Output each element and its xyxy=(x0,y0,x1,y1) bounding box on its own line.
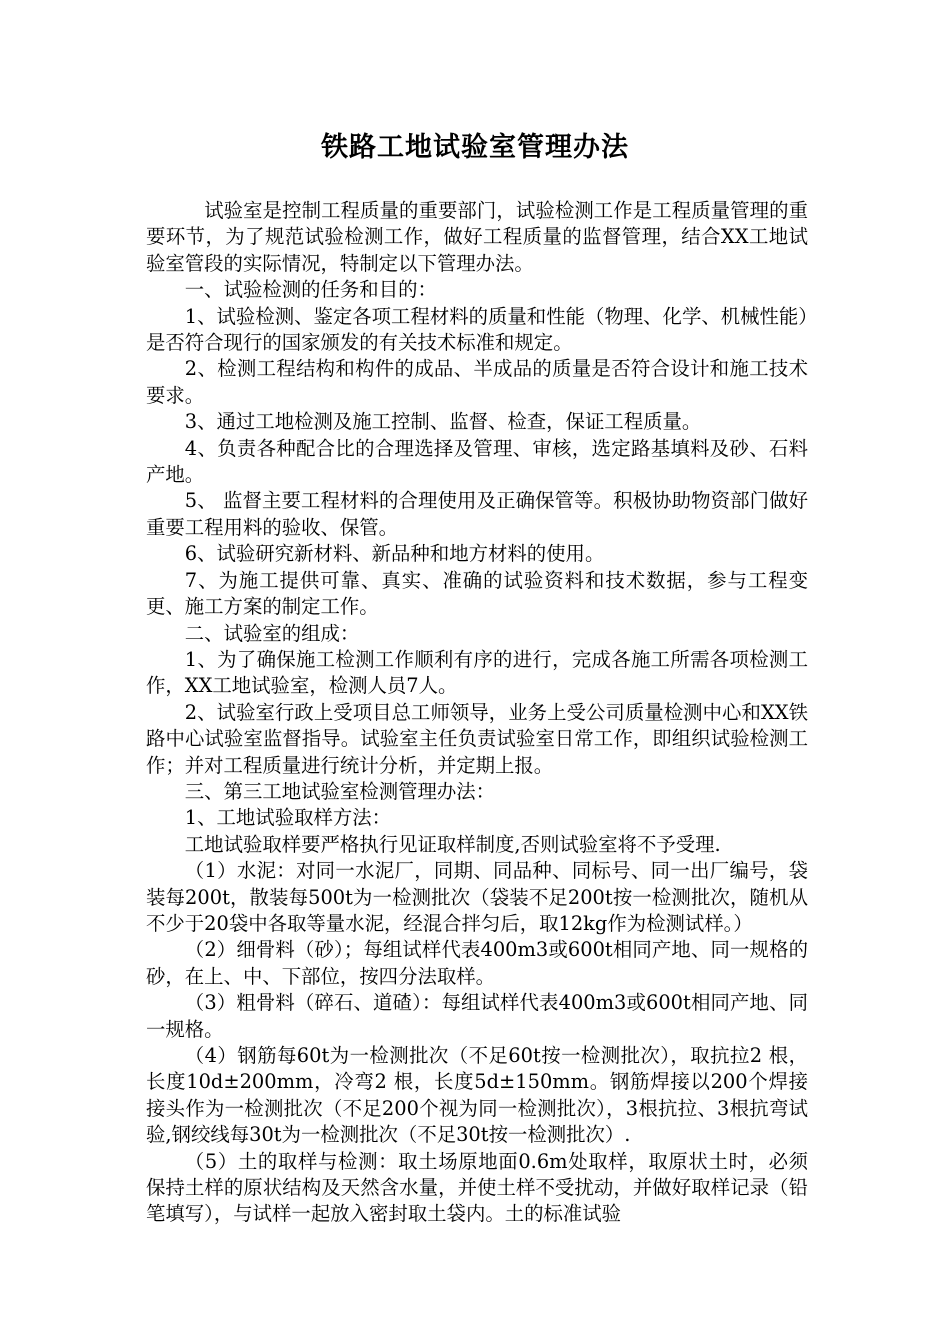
document-title: 铁路工地试验室管理办法 xyxy=(321,132,629,163)
paragraph: 3、通过工地检测及施工控制、监督、检查，保证工程质量。 xyxy=(184,410,702,434)
paragraph: 2、试验室行政上受项目总工师领导，业务上受公司质量检测中心和XX铁路中心试验室监督指导。试验室主任负责试验室日常工作，即组织试验检测工作；并对工程质量进行统计分析，并定期上报。 xyxy=(146,700,808,777)
paragraph: （4）钢筋每60t为一检测批次（不足60t按一检测批次），取抗拉2 根，长度10d±200mm，冷弯2 根，长度5d±150mm。钢筋焊接以200个焊接接头作为一检测批次（不足200个视为同一检测批次），3根抗拉、3根抗弯试验,钢绞线每30t为一检测批次（不足30t按一检测批次）. xyxy=(146,1044,808,1147)
document-body xyxy=(146,198,808,1228)
paragraph: （5）土的取样与检测：取土场原地面0.6m处取样，取原状土时，必须保持土样的原状结构及天然含水量，并使土样不受扰动，并做好取样记录（铅笔填写），与试样一起放入密封取土袋内。土的标准试验 xyxy=(146,1149,808,1226)
paragraph: 4、负责各种配合比的合理选择及管理、审核，选定路基填料及砂、石料产地。 xyxy=(146,436,808,487)
paragraph: 1、为了确保施工检测工作顺利有序的进行，完成各施工所需各项检测工作，XX工地试验室，检测人员7人。 xyxy=(146,647,808,698)
paragraph: （2）细骨料（砂）；每组试样代表400m3或600t相同产地、同一规格的砂，在上、中、下部位，按四分法取样。 xyxy=(146,938,808,988)
paragraph: （3）粗骨料（碎石、道碴）：每组试样代表400m3或600t相同产地、同一规格。 xyxy=(146,991,808,1041)
paragraph: 5、 监督主要工程材料的合理使用及正确保管等。积极协助物资部门做好重要工程用料的验收、保管。 xyxy=(146,489,808,539)
paragraph: 1、试验检测、鉴定各项工程材料的质量和性能（物理、化学、机械性能）是否符合现行的国家颁发的有关技术标准和规定。 xyxy=(146,304,808,355)
paragraph: 工地试验取样要严格执行见证取样制度,否则试验室将不予受理. xyxy=(184,832,721,856)
paragraph-intro: 试验室是控制工程质量的重要部门，试验检测工作是工程质量管理的重要环节，为了规范试验检测工作，做好工程质量的监督管理，结合XX工地试验室管段的实际情况，特制定以下管理办法。 xyxy=(146,199,808,275)
paragraph: （1）水泥：对同一水泥厂，同期、同品种、同标号、同一出厂编号，袋装每200t，散装每500t为一检测批次（袋装不足200t按一检测批次，随机从不少于20袋中各取等量水泥，经混合拌匀后，取12kg作为检测试样。） xyxy=(146,859,808,935)
paragraph: 2、检测工程结构和构件的成品、半成品的质量是否符合设计和施工技术要求。 xyxy=(146,357,808,407)
section-heading-1: 一、试验检测的任务和目的： xyxy=(184,278,437,302)
section-heading-3: 三、第三工地试验室检测管理办法： xyxy=(184,779,496,803)
paragraph: 7、为施工提供可靠、真实、准确的试验资料和技术数据，参与工程变更、施工方案的制定工作。 xyxy=(146,568,808,619)
section-heading-2: 二、试验室的组成： xyxy=(184,621,360,645)
paragraph: 6、试验研究新材料、新品种和地方材料的使用。 xyxy=(184,542,605,566)
subsection-heading: 1、工地试验取样方法： xyxy=(184,806,392,830)
